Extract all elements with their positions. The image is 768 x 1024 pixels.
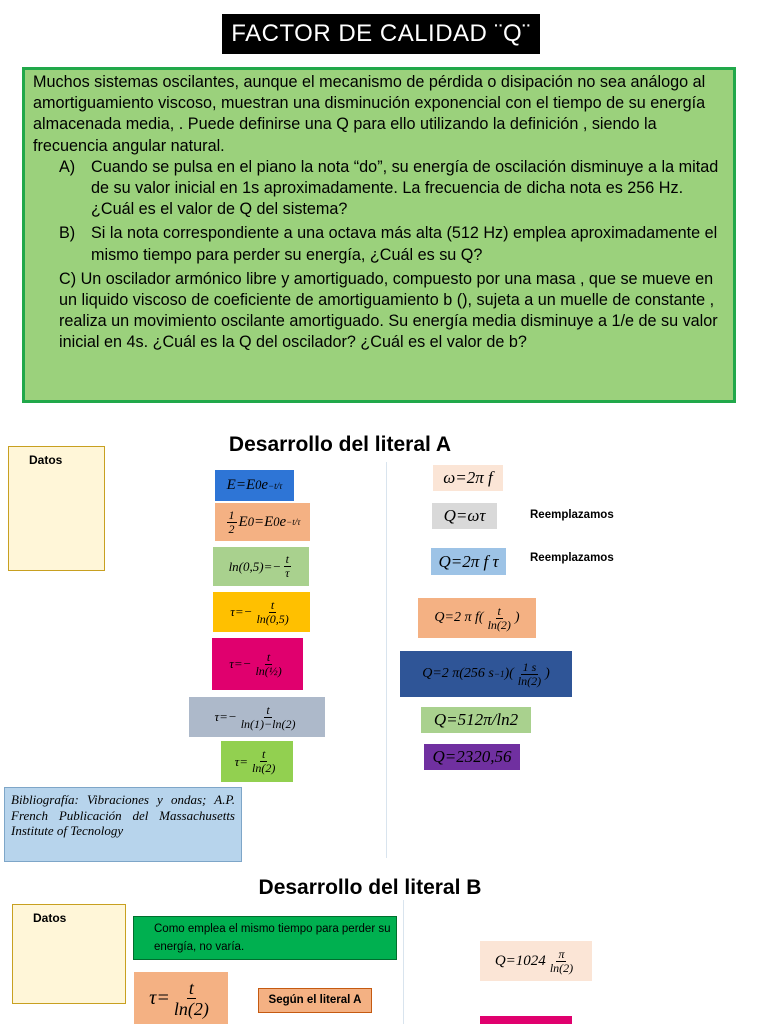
section-b-divider bbox=[403, 900, 404, 1024]
eq-q-1024: Q=1024 $\frac{\pi}{\ln(2)}$ bbox=[480, 941, 592, 981]
item-a-label: A) bbox=[59, 157, 76, 176]
segun-literal-a-label: Según el literal A bbox=[258, 988, 372, 1013]
eq-tau-final: τ= $\frac{t}{\ln(2)}$ bbox=[221, 741, 293, 782]
eq-q-1024-prefix: Q=1024 bbox=[494, 952, 546, 969]
eq-q-numeric-prefix: Q=2 π(256 s bbox=[422, 666, 494, 681]
same-time-note: Como emplea el mismo tiempo para perder su energía, no varía. bbox=[133, 916, 397, 960]
section-a-datos-box: Datos bbox=[8, 446, 105, 571]
eq-q-512pi: Q=512π/ln2 bbox=[421, 707, 531, 733]
eq-tau-b-prefix: τ= bbox=[149, 986, 170, 1009]
eq-q-substituted-tau: Q=2 π f ( $\frac{t}{\ln(2)}$ ) bbox=[418, 598, 536, 638]
problem-statement bbox=[22, 67, 736, 403]
section-a-divider bbox=[386, 462, 387, 858]
reemplazamos-label-1: Reemplazamos bbox=[530, 509, 614, 521]
section-b-datos-box: Datos bbox=[12, 904, 126, 1004]
eq-q-numeric-substitution: Q=2 π(256 s −1 )( $\frac{1 s}{\ln(2)}$ ) bbox=[400, 651, 572, 697]
page-title: FACTOR DE CALIDAD ¨Q¨ bbox=[222, 14, 540, 54]
item-a-text: Cuando se pulsa en el piano la nota “do”, su energía de oscilación disminuye a la mitad de su valor inicial en 1s aproximadamente. La frecuencia de dicha nota es 256 Hz. ¿Cuál es el valor de Q del sistema? bbox=[91, 157, 719, 219]
statement-intro: Muchos sistemas oscilantes, aunque el mecanismo de pérdida o disipación no sea análogo al amortiguamiento viscoso, muestran una disminución exponencial con el tiempo de su energía almacenada media, . Puede definirse una Q para ello utilizando la definición , siendo la frecuencia angular natural. bbox=[33, 73, 706, 155]
eq-tau-ln-difference: τ=− $\frac{t}{\ln(1)-\ln(2)}$ bbox=[189, 697, 325, 737]
eq-tau-section-b: τ= $\frac{t}{\ln(2)}$ bbox=[134, 972, 228, 1024]
eq-q-omega-tau: Q=ωτ bbox=[432, 503, 497, 529]
bibliography-box: Bibliografía: Vibraciones y ondas; A.P. French Publicación del Massachusetts Institute of Tecnology bbox=[4, 787, 242, 862]
eq-q-2pi-f-tau: Q=2π f τ bbox=[431, 548, 506, 575]
item-a bbox=[33, 157, 725, 221]
reemplazamos-label-2: Reemplazamos bbox=[530, 552, 614, 564]
eq-tau-ln: τ=− $\frac{t}{\ln(0,5)}$ bbox=[213, 592, 310, 632]
eq-tau-ln-fraction: τ=− $\frac{t}{\text{ln(½)}}$ bbox=[212, 638, 303, 690]
eq-ln-half: ln(0,5)=− $\frac{t}{\tau}$ bbox=[213, 547, 309, 586]
eq-q-result: Q=2320,56 bbox=[424, 744, 520, 770]
item-c-text: C) Un oscilador armónico libre y amortiguado, compuesto por una masa , que se mueve en un liquido viscoso de coeficiente de amortiguamiento b (), sujeta a un muelle de constante , realiza un movimiento oscilante amortiguado. Su energía media disminuye a 1/e de su valor inicial en 4s. ¿Cuál es la Q del oscilador? ¿Cuál es el valor de b? bbox=[59, 269, 718, 352]
item-b-text: Si la nota correspondiente a una octava más alta (512 Hz) emplea aproximadamente el mismo tiempo para perder su energía, ¿Cuál es su Q? bbox=[91, 224, 718, 264]
item-b-label: B) bbox=[59, 224, 76, 243]
eq-energy-decay: E=E 0 e −t/τ bbox=[215, 470, 294, 501]
section-b-title: Desarrollo del literal B bbox=[258, 876, 482, 899]
eq-half-energy: $\frac{1}{2}$ E 0 =E 0 e −t/τ bbox=[215, 503, 310, 541]
eq-q-substituted-tau-prefix: Q=2 π f bbox=[434, 610, 479, 625]
eq-omega: ω=2π f bbox=[433, 465, 503, 491]
section-a-title: Desarrollo del literal A bbox=[228, 433, 452, 456]
cropped-equation-box bbox=[480, 1016, 572, 1024]
item-b bbox=[33, 223, 725, 265]
